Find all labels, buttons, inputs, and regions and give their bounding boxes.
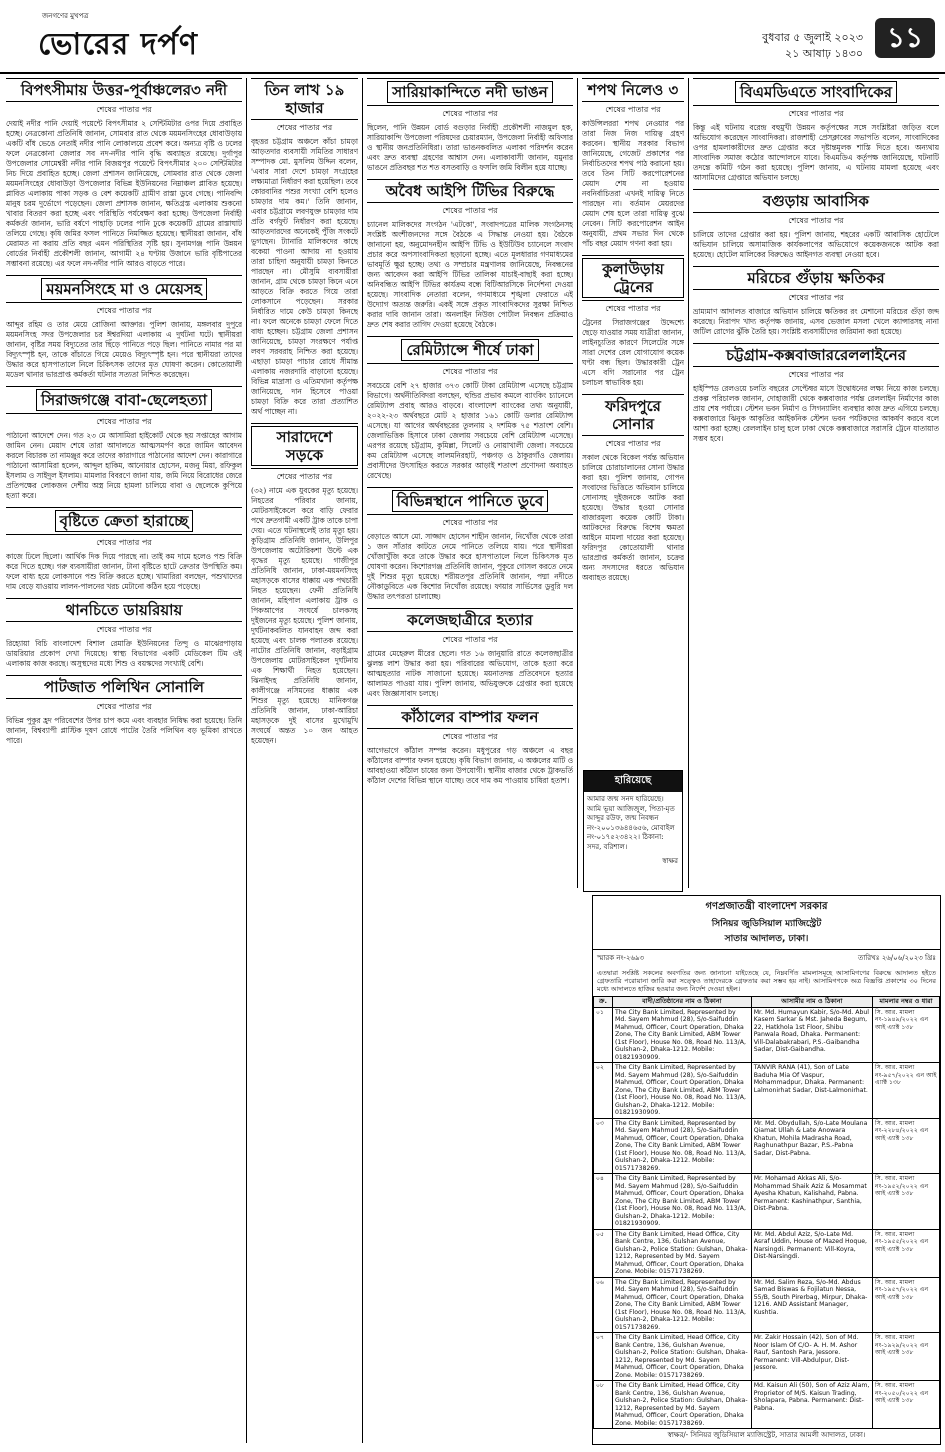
notice-office: সিনিয়র জুডিসিয়াল ম্যাজিস্ট্রেট (711, 919, 822, 929)
table-cell: ০৮ (594, 1381, 613, 1429)
article-body: সকাল থেকে বিকেল পর্যন্ত অভিযান চালিয়ে চোরাচালানের সোনা উদ্ধার করা হয়। পুলিশ জানায়, গোপন সংবাদের ভিত্তিতে অভিযান চালিয়ে সোনাসহ দুইজনকে আটক করা হয়েছে। উদ্ধার হওয়া সোনার বাজারমূল্য কয়েক কোটি টাকা। আটকদের বিরুদ্ধে বিশেষ ক্ষমতা আইনে মামলা দায়ের করা হয়েছে। ফরিদপুর কোতোয়ালী থানার ভারপ্রাপ্ত কর্মকর্তা জানান, চক্রের অন্য সদস্যদের ধরতে অভিযান অব্যাহত রয়েছে। (582, 453, 684, 582)
article-headline (582, 255, 684, 301)
article-body: কাউন্সিলররা শপথ নেওয়ার পর তারা নিজ নিজ দায়িত্ব গ্রহণ করবেন। স্থানীয় সরকার বিভাগ জানিয়েছে, গেজেট প্রকাশের পর নির্বাচিতদের শপথ পাঠ করানো হয়। তবে তিন সিটি করপোরেশনের মেয়াদ শেষ না হওয়ায় নবনির্বাচিতরা এখনই দায়িত্ব নিতে পারছেন না। বর্তমান মেয়রদের মেয়াদ শেষ হলে তারা দায়িত্ব বুঝে নেবেন। সিটি করপোরেশন আইন অনুযায়ী, প্রথম সভার দিন থেকে পাঁচ বছর মেয়াদ গণনা করা হয়। (582, 119, 684, 248)
table-cell: Mr. Zakir Hossain (42), Son of Md. Noor Islam Of C/O- A. H. M. Ashor Rauf, Santosh Para, Jessore. Permanent: Vill-Abdulpur, Dist-Jessore. (751, 1333, 872, 1381)
table-cell: ০৫ (594, 1229, 613, 1277)
article (693, 266, 939, 337)
table-cell: ০১ (594, 1007, 613, 1063)
article (6, 598, 242, 669)
article-headline (6, 275, 242, 303)
date-bangla: ২১ আষাঢ় ১৪৩০ (785, 47, 863, 60)
headline-text: ময়মনসিংহে মা ও মেয়েসহ (41, 278, 206, 300)
article (367, 608, 573, 699)
article (693, 189, 939, 260)
table-cell: সি. আর. মামলা নং-১৯৫৭/২০২২ এন আই এ্যাক্ট ১৩৮ (873, 1277, 940, 1333)
article (582, 78, 684, 249)
article (367, 487, 573, 602)
table-cell: The City Bank Limited, Represented by Md. Sayem Mahmud (28), S/o-Saifuddin Mahmud, Officer, Court Operation, Dhaka Zone, The City Bank Limited, ABM Tower (1st Floor), House No. 08, Road No. 113/A, Gulshan-2, Dhaka-1212. Mobile: 01821930909. (613, 1063, 752, 1119)
article (582, 394, 684, 583)
court-notice (592, 895, 941, 1445)
article (251, 78, 358, 417)
table-cell: The City Bank Limited, Represented by Md. Sayem Mahmud (28), S/o-Saifuddin Mahmud, Officer, Court Operation, Dhaka Zone, The City Bank Limited, ABM Tower (1st Floor), House No. 08, Road No. 113/A, Gulshan-2, Dhaka-1212. Mobile: 01571738269. (613, 1277, 752, 1333)
article (6, 507, 242, 592)
continued-label: শেষের পাতার পর (442, 635, 498, 644)
column-1 (6, 78, 242, 1446)
notice-court: সাতার আদালত, ঢাকা। (724, 934, 809, 944)
article-headline (367, 705, 573, 729)
notice-footer: স্বাক্ষর/- সিনিয়র জুডিসিয়াল ম্যাজিস্ট্রেট, সাতার আমলী আদালত, ঢাকা। (667, 1431, 866, 1439)
notice-ref: স্মারক নং-২৬৯৩ (597, 954, 645, 962)
article-body: পাঠানো আদেশে দেন। গত ২৩ মে আসামিরা হাইকোর্ট থেকে ছয় সপ্তাহের আগাম জামিন নেন। মেয়াদ শেষে তারা আদালতে আত্মসমর্পণ করে জামিন আবেদন করলে বিচারক তা নামঞ্জুর করে তাদের কারাগারে পাঠানোর আদেশ দেন। কারাগারে পাঠানো আসামিরা হলেন, আব্দুল হাকিম, আনোয়ার হোসেন, মজনু মিয়া, রফিকুল ইসলাম ও সাইদুল ইসলাম। মামলার বিবরণে জানা যায়, জমি নিয়ে বিরোধের জেরে প্রতিপক্ষের লোকজন দেশীয় অস্ত্র নিয়ে হামলা চালিয়ে বাবা ও ছেলেকে কুপিয়ে হত্যা করে। (6, 431, 242, 500)
article (693, 343, 939, 444)
article-body: সবচেয়ে বেশি ২৭ হাজার ৩৭৩ কোটি টাকা রেমিট্যান্স এসেছে চট্টগ্রাম বিভাগে। অর্থনীতিবিদরা বলছেন, হুন্ডির প্রভাব কমলে ব্যাংকিং চ্যানেলে রেমিট্যান্স প্রবাহ আরও বাড়বে। বাংলাদেশ ব্যাংকের তথ্য অনুযায়ী, ২০২২-২৩ অর্থবছরে মোট ২ হাজার ১৬১ কোটি ডলার রেমিট্যান্স এসেছে। যা আগের অর্থবছরের তুলনায় ২ দশমিক ৭৫ শতাংশ বেশি। জেলাভিত্তিক হিসাবে ঢাকা জেলায় সবচেয়ে বেশি রেমিট্যান্স এসেছে। এরপর রয়েছে চট্টগ্রাম, কুমিল্লা, সিলেট ও নোয়াখালী জেলা। সবচেয়ে কম রেমিট্যান্স এসেছে লালমনিরহাট, পঞ্চগড় ও ঠাকুরগাঁও জেলায়। প্রবাসীদের উৎসাহিত করতে সরকার আড়াই শতাংশ প্রণোদনা অব্যাহত রেখেছে। (367, 381, 573, 480)
continued-label: শেষের পাতার পর (96, 417, 152, 426)
article-headline (367, 179, 573, 203)
article-headline (693, 189, 939, 213)
article-body: আগেভাগে কাঁঠাল সম্পন্ন করেন। মধুপুরের গড় অঞ্চলে এ বছর কাঁঠালের বাম্পার ফলন হয়েছে। কৃষি বিভাগ জানায়, এ অঞ্চলের মাটি ও আবহাওয়া কাঁঠাল চাষের জন্য উপযোগী। স্থানীয় বাজার থেকে ট্রাকভর্তি কাঁঠাল দেশের বিভিন্ন স্থানে যাচ্ছে। তবে দাম কম পাওয়ায় চাষিরা হতাশ। (367, 746, 573, 785)
notice-intro: এতদ্বারা সংশ্লিষ্ট সকলের অবগতির জন্য জানানো যাইতেছে যে, নিম্নবর্ণিত মামলাসমূহে আসামিগণের বিরুদ্ধে আদালত হইতে গ্রেফতারি পরোয়ানা জারি করা সত্ত্বেও তাহাদেরকে গ্রেফতার করা সম্ভব হয় নাই। আসামিগণকে অত্র বিজ্ঞপ্তি প্রকাশের ৩০ দিনের মধ্যে আদালতে হাজির হওয়ার জন্য নির্দেশ দেওয়া হইল। (597, 969, 936, 993)
continued-label: শেষের পাতার পর (96, 625, 152, 634)
notice-date: তারিখঃ ২৬/০৬/২০২৩ খ্রিঃ (858, 954, 936, 962)
notice-column-header: মামলার নম্বর ও ধারা (873, 997, 940, 1008)
article-headline (367, 487, 573, 515)
column-rule (688, 78, 689, 888)
continued-label: শেষের পাতার পর (96, 538, 152, 547)
column-rule (577, 78, 578, 888)
continued-label: শেষের পাতার পর (442, 109, 498, 118)
article-headline (6, 675, 242, 699)
continued-label: শেষের পাতার পর (96, 702, 152, 711)
headline-text: রেমিট্যান্সে শীর্ষে ঢাকা (401, 339, 538, 361)
table-row (594, 1063, 940, 1119)
lost-notice-title: হারিয়েছে (584, 771, 682, 792)
article-headline (693, 266, 939, 290)
headline-text: কুলাউড়ায় ট্রেনের (582, 258, 684, 298)
table-cell: Md. Kaisun Ali (50), Son of Aziz Alam, Proprietor of M/S. Kaisun Trading, Sholapara, Pabna. Permanent: Dist-Pabna. (751, 1381, 872, 1429)
headline-text: কলেজছাত্রীরে হত্যার (407, 611, 533, 629)
table-cell: সি. আর. মামলা নং-১৯২৯/২০২২ এন আই এ্যাক্ট ১৩৮ (873, 1333, 940, 1381)
table-cell: ০৬ (594, 1277, 613, 1333)
continued-label: শেষের পাতার পর (605, 439, 661, 448)
article-body: ভ্রাম্যমাণ আদালত বাজারে অভিযান চালিয়ে ক্ষতিকর রং মেশানো মরিচের গুঁড়া জব্দ করেছে। নিরাপদ খাদ্য কর্তৃপক্ষ জানায়, এসব ভেজাল মসলা খেলে ক্যান্সারসহ নানা জটিল রোগের ঝুঁকি তৈরি হয়। সংশ্লিষ্ট ব্যবসায়ীদের জরিমানা করা হয়েছে। (693, 307, 939, 336)
notice-column-header: ক্র. (594, 997, 613, 1008)
continued-label: শেষের পাতার পর (605, 105, 661, 114)
table-cell: Mr. Mohamad Akkas Ali, S/o-Mohammad Shaik Aziz & Mosammat Ayesha Khatun, Kalishahd, Pabna. Permanent: Kashinathpur, Santhia, Dist-Pabna. (751, 1174, 872, 1230)
article-body: হাইস্পিড রেলওয়ে চলতি বছরের সেপ্টেম্বর মাসে উদ্বোধনের লক্ষ্য নিয়ে কাজ চলছে। প্রকল্প পরিচালক জানান, দোহাজারী থেকে কক্সবাজার পর্যন্ত রেললাইন নির্মাণের কাজ প্রায় শেষ পর্যায়ে। স্টেশন ভবন নির্মাণ ও সিগন্যালিং ব্যবস্থার কাজ দ্রুত এগিয়ে চলছে। কক্সবাজারে ঝিনুক আকৃতির আইকনিক স্টেশন ভবন পর্যটকদের আকর্ষণ করবে বলে আশা করা হচ্ছে। রেললাইন চালু হলে ঢাকা থেকে কক্সবাজারে সরাসরি ট্রেনে যাতায়াত সম্ভব হবে। (693, 384, 939, 443)
page-header (0, 0, 945, 74)
article-body: গ্রামের মেহেরুল মীরের ছেলে। গত ১৬ জানুয়ারি রাতে কলেজছাত্রীর ঝুলন্ত লাশ উদ্ধার করা হয়। পরিবারের অভিযোগ, তাকে হত্যা করে আত্মহত্যার নাটক সাজানো হয়েছে। ময়নাতদন্ত প্রতিবেদনে হত্যার আলামত পাওয়া যায়। পুলিশ জানায়, অভিযুক্তকে গ্রেপ্তার করা হয়েছে এবং জিজ্ঞাসাবাদ চলছে। (367, 649, 573, 698)
table-cell: সি. আর. মামলা নং-১৯৫৫/২০২২ এন আই এ্যাক্ট ১৩৮ (873, 1229, 940, 1277)
table-row (594, 1174, 940, 1230)
article-body: (৩২) নামে এক যুবকের মৃত্যু হয়েছে। নিহতের পরিবার জানায়, মোটরসাইকেলে করে বাড়ি ফেরার পথে দ্রুতগামী একটি ট্রাক তাকে চাপা দেয়। এতে ঘটনাস্থলেই তার মৃত্যু হয়। কুড়িগ্রাম প্রতিনিধি জানান, উলিপুর উপজেলায় অটোরিকশা উল্টে এক বৃদ্ধের মৃত্যু হয়েছে। গাজীপুর প্রতিনিধি জানান, ঢাকা-ময়মনসিংহ মহাসড়কে বাসের ধাক্কায় এক পথচারী নিহত হয়েছেন। ফেনী প্রতিনিধি জানান, মহিপাল এলাকায় ট্রাক ও পিকআপের সংঘর্ষে চালকসহ দুইজনের মৃত্যু হয়েছে। পুলিশ জানায়, দুর্ঘটনাকবলিত যানবাহন জব্দ করা হয়েছে এবং চালক পলাতক রয়েছে। নাটোর প্রতিনিধি জানান, বড়াইগ্রাম উপজেলায় মোটরসাইকেল দুর্ঘটনায় এক শিক্ষার্থী নিহত হয়েছেন। ঝিনাইদহ প্রতিনিধি জানান, কালীগঞ্জে নসিমনের ধাক্কায় এক শিশুর মৃত্যু হয়েছে। মানিকগঞ্জ প্রতিনিধি জানান, ঢাকা-আরিচা মহাসড়কে দুই বাসের মুখোমুখি সংঘর্ষে অন্তত ১০ জন আহত হয়েছেন। (251, 486, 358, 745)
notice-table-body (594, 1007, 940, 1429)
table-row (594, 1277, 940, 1333)
article (367, 336, 573, 481)
table-cell: The City Bank Limited, Represented by Md. Sayem Mahmud (28), S/o-Saifuddin Mahmud, Officer, Court Operation, Dhaka Zone, The City Bank Limited, ABM Tower (1st Floor), House No. 08, Road No. 113/A, Gulshan-2, Dhaka-1212. Mobile: 01821930909. (613, 1174, 752, 1230)
headline-text: বিভিন্নস্থানে পানিতে ডুবে (392, 490, 549, 512)
article-headline (6, 507, 242, 535)
lost-notice-signature: স্বাক্ষর (662, 857, 678, 865)
continued-label: শেষের পাতার পর (788, 109, 844, 118)
table-cell: TANVIR RANA (41), Son of Late Baduha Mia Of Vaspur, Mohammadpur, Dhaka. Permanent: Lalmonirhat Sadar, Dist-Lalmonirhat. (751, 1063, 872, 1119)
notice-header (593, 896, 940, 950)
issue-dates (762, 30, 863, 62)
table-cell: সি. আর. মামলা নং-৯৫৭/২০২২ এন আই এ্যাক্ট ১৩৮ (873, 1063, 940, 1119)
article-body: ট্রেনের সিরাজগঞ্জের উদ্দেশ্যে ছেড়ে যাওয়ার সময় যাত্রীরা জানান, লাইনচ্যুতির কারণে সিলেটের সঙ্গে সারা দেশের রেল যোগাযোগ কয়েক ঘণ্টা বন্ধ ছিল। উদ্ধারকারী ট্রেন এসে বগি সরানোর পর ট্রেন চলাচল স্বাভাবিক হয়। (582, 318, 684, 387)
notice-column-header: বাদী/প্রতিষ্ঠানের নাম ও ঠিকানা (613, 997, 752, 1008)
article-body: ছিলেন, পানি উন্নয়ন বোর্ড বগুড়ার নির্বাহী প্রকৌশলী নাজমুল হক, সারিয়াকান্দি উপজেলা পরিষদের চেয়ারম্যান, উপজেলা নির্বাহী অফিসার ও স্থানীয় জনপ্রতিনিধিরা। তারা ভাঙনকবলিত এলাকা পরিদর্শন করেন এবং দ্রুত ব্যবস্থা গ্রহণের আশ্বাস দেন। এলাকাবাসী জানান, যমুনার ভাঙনে প্রতিবছর শত শত বসতবাড়ি ও ফসলি জমি বিলীন হয়ে যাচ্ছে। (367, 123, 573, 172)
logo-tagline: জনগণের মুখপত্র (42, 12, 89, 20)
column-5 (693, 78, 939, 886)
continued-label: শেষের পাতার পর (605, 304, 661, 313)
headline-text: সিরাজগঞ্জে বাবা-ছেলেহত্যা (36, 389, 212, 411)
headline-text: বিএমডিএতে সাংবাদিকের (735, 81, 897, 103)
article-headline (6, 78, 242, 102)
notice-government: গণপ্রজাতন্ত্রী বাংলাদেশ সরকার (705, 901, 828, 912)
column-4 (582, 78, 684, 766)
continued-label: শেষের পাতার পর (442, 518, 498, 527)
headline-text: শপথ নিলেও ৩ (587, 81, 679, 99)
column-3 (367, 78, 573, 1446)
headline-text: সারাদেশে সড়কে (251, 426, 358, 466)
article (6, 386, 242, 501)
table-cell: সি. আর. মামলা নং-২২৮৪/২০২২ এন আই এ্যাক্ট ১৩৮ (873, 1118, 940, 1174)
continued-label: শেষের পাতার পর (96, 105, 152, 114)
article-body: বিভিন্ন পুকুর হ্রদ পরিবেশের উপর চাপ কমে এবং ব্যবহার নিষিদ্ধ করা হয়েছে। তিনি জানান, বিশ্বব্যাপী প্লাস্টিক দূষণ রোধে পাটের তৈরি পলিথিন বড় ভূমিকা রাখতে পারে। (6, 716, 242, 745)
table-cell: ০৩ (594, 1118, 613, 1174)
continued-label: শেষের পাতার পর (788, 216, 844, 225)
notice-column-header: আসামীর নাম ও ঠিকানা (751, 997, 872, 1008)
headline-text: মরিচের গুঁড়ায় ক্ষতিকর (747, 269, 885, 287)
table-row (594, 1333, 940, 1381)
article-headline (582, 78, 684, 102)
column-2 (251, 78, 358, 1446)
headline-text: পাটজাত পলিথিন সোনালি (44, 678, 204, 696)
date-gregorian: বুধবার ৫ জুলাই ২০২৩ (762, 31, 863, 44)
article-body: বৃহত্তর চট্টগ্রাম অঞ্চলে কাঁচা চামড়া আড়তদার ব্যবসায়ী সমিতির সাধারণ সম্পাদক মো. মুসলিম উদ্দিন বলেন, 'এবার সারা দেশে চামড়া সংগ্রহের লক্ষ্যমাত্রা নির্ধারণ করা হয়েছিল। তবে কোরবানির পশুর সংখ্যা বেশি হলেও চামড়ার দাম কম।' তিনি জানান, এবার চট্টগ্রামে লবণযুক্ত চামড়ার দাম প্রতি বর্গফুট নির্ধারণ করা হয়েছে। আড়তদারদের অনেকেই পুঁজি সংকটে ভুগছেন। ট্যানারি মালিকদের কাছে বকেয়া পাওনা আদায় না হওয়ায় তারা চাহিদা অনুযায়ী চামড়া কিনতে পারছেন না। মৌসুমি ব্যবসায়ীরা জানান, গ্রাম থেকে চামড়া কিনে এনে আড়তে বিক্রি করতে গিয়ে তারা লোকসানে পড়েছেন। সরকার নির্ধারিত দামে কেউ চামড়া কিনছে না। ফলে অনেকে চামড়া ফেলে দিতে বাধ্য হচ্ছেন। চট্টগ্রাম জেলা প্রশাসন জানিয়েছে, চামড়া সংরক্ষণে পর্যাপ্ত লবণ সরবরাহ নিশ্চিত করা হয়েছে। এছাড়া চামড়া পাচার রোধে সীমান্ত এলাকায় নজরদারি বাড়ানো হয়েছে। বিভিন্ন মাদ্রাসা ও এতিমখানা কর্তৃপক্ষ জানিয়েছে, দান হিসেবে পাওয়া চামড়া বিক্রি করে তারা প্রত্যাশিত অর্থ পাচ্ছেন না। (251, 137, 358, 416)
headline-text: তিন লাখ ১৯ হাজার (264, 81, 345, 117)
headline-text: সারিয়াকান্দিতে নদী ভাঙন (387, 81, 553, 103)
headline-text: কাঁঠালের বাম্পার ফলন (401, 708, 539, 726)
headline-text: ফরিদপুরে সোনার (605, 397, 661, 433)
table-cell: The City Bank Limited, Head Office, City Bank Centre, 136, Gulshan Avenue, Gulshan-2, Police Station: Gulshan, Dhaka-1212, Represented by Md. Sayem Mahmud, Officer, Court Operation, Dhaka Zone. Mobile: 01571738269. (613, 1229, 752, 1277)
table-cell: সি. আর. মামলা নং-১৯৫২/২০২২ এন আই এ্যাক্ট ১৩৮ (873, 1174, 940, 1230)
article-headline (367, 336, 573, 364)
table-cell: ০২ (594, 1063, 613, 1119)
article-body: কাজে ঢিলে ছিলো। আর্থিক দিক দিয়ে পারছে না। তাই কম দামে হলেও পশু বিক্রি করে দিতে হচ্ছে। গরু ব্যবসায়ীরা জানান, টানা বৃষ্টিতে হাটে ক্রেতার উপস্থিতি কম। ফলে বাধ্য হয়ে লোকসানে পশু বিক্রি করতে হচ্ছে। খামারিরা বলছেন, পশুখাদ্যের দাম বেড়ে যাওয়ায় লালন-পালনের খরচ মেটানো কঠিন হয়ে পড়েছে। (6, 552, 242, 591)
continued-label: শেষের পাতার পর (276, 123, 333, 132)
article-headline (693, 78, 939, 106)
article-headline (6, 598, 242, 622)
article-body: চ্যানেল মালিকদের সংগঠন 'এটকো', সংবাদপত্রের মালিক সংগঠনসহ সংশ্লিষ্ট অংশীজনদের সঙ্গে বৈঠকে এ সিদ্ধান্ত নেওয়া হয়। বৈঠকে জানানো হয়, অনুমোদনহীন আইপি টিভি ও ইউটিউব চ্যানেলে সংবাদ প্রচার করে অপসাংবাদিকতা ছড়ানো হচ্ছে। এতে মূলধারার গণমাধ্যমের ভাবমূর্তি ক্ষুণ্ণ হচ্ছে। তথ্য ও সম্প্রচার মন্ত্রণালয় জানিয়েছে, নিবন্ধনের জন্য আবেদন করা আইপি টিভির তালিকা যাচাই-বাছাই করা হচ্ছে। অনিবন্ধিত আইপি টিভির কার্যক্রম বন্ধে বিটিআরসিকে নির্দেশনা দেওয়া হয়েছে। সাংবাদিক নেতারা বলেন, গণমাধ্যমে শৃঙ্খলা ফেরাতে এই উদ্যোগ অত্যন্ত জরুরি। একই সঙ্গে প্রকৃত সাংবাদিকদের সুরক্ষা নিশ্চিত করার দাবি জানান তারা। অনলাইন নিউজ পোর্টাল নিবন্ধন প্রক্রিয়াও দ্রুত শেষ করার তাগিদ দেওয়া হয়েছে বৈঠকে। (367, 220, 573, 329)
article (6, 675, 242, 746)
article-body: দেয়াই নদীর পানি দেয়াই পয়েন্টে বিপৎসীমার ২ সেন্টিমিটার ওপর দিয়ে প্রবাহিত হচ্ছে। নেত্রকোনা প্রতিনিধি জানান, সোমবার রাত থেকে ময়মনসিংহের ধোবাউড়ায় একটি বাঁধ ভেঙে নেতাই নদীর পানি লোকালয়ে প্রবেশ করে। অন্যত্র বৃষ্টি ও ঢলের ফলে নেত্রকোনা জেলার সব নদ-নদীর পানি বৃদ্ধি অব্যাহত রয়েছে। দুর্গাপুর উপজেলার সোমেশ্বরী নদীর পানি বিজয়পুর পয়েন্টে বিপৎসীমার ২০০ সেন্টিমিটার নিচ দিয়ে প্রবাহিত হচ্ছে। জেলা প্রশাসন জানিয়েছে, সোমবার রাত থেকে জেলা ময়মনসিংহের ধোবাউড়া উপজেলার বিভিন্ন ইউনিয়নের নিম্নাঞ্চল প্লাবিত হয়েছে। প্লাবিত এলাকায় পাকা সড়ক ও বেশ কয়েকটি গ্রামীণ রাস্তা ডুবে গেছে। পানিবন্দি মানুষ চরম দুর্ভোগে পড়েছেন। জেলা প্রশাসক জানান, ক্ষতিগ্রস্ত এলাকায় শুকনো খাবার বিতরণ করা হচ্ছে এবং পরিস্থিতি পর্যবেক্ষণ করা হচ্ছে। উপজেলা নির্বাহী কর্মকর্তা জানান, ভারি বর্ষণে পাহাড়ি ঢলের পানি ঢুকে কয়েকটি গ্রামের রাস্তাঘাট তলিয়ে গেছে। কৃষি জমির ফসল পানিতে নিমজ্জিত হয়েছে। স্থানীয়রা জানান, বাঁধ মেরামত না করায় প্রতি বছর এমন পরিস্থিতির সৃষ্টি হয়। সুনামগঞ্জ পানি উন্নয়ন বোর্ডের নির্বাহী প্রকৌশলী জানান, আগামী ২৪ ঘণ্টায় উজানে ভারি বৃষ্টিপাতের সম্ভাবনা রয়েছে। এর ফলে নদ-নদীর পানি আরও বাড়তে পারে। (6, 119, 242, 268)
table-cell: ০৪ (594, 1174, 613, 1230)
article (367, 705, 573, 786)
article-headline (6, 386, 242, 414)
table-cell: সি. আর. মামলা নং-২০৫০/২০২২ এন আই এ্যাক্ট ১৩৮ (873, 1381, 940, 1429)
table-cell: Mr. Md. Salim Reza, S/o-Md. Abdus Samad Biswas & Fojilatun Nessa, 55/B, South Pirerbag, Mirpur, Dhaka-1216. AND Assistant Manager, Kushtia. (751, 1277, 872, 1333)
table-cell: Mr. Md. Abdul Aziz, S/o-Late Md. Asraf Uddin, House of Mazed Hoque, Narsingdi. Permanent: Vill-Koyra, Dist-Narsingdi. (751, 1229, 872, 1277)
newspaper-logo: ভোরের দর্পণ (38, 27, 198, 62)
article-headline (693, 343, 939, 367)
lost-notice-ad (583, 770, 683, 892)
lost-notice-text: আমার জন্ম সনদ হারিয়েছে। আমি ভূয়া আজিজুল, পিতা-মৃত আব্দুর রউফ, জন্ম নিবন্ধন নং-২০০১৩৬৪৪৬৫৬, মোবাইল নং-০১৭৫২৩৪২২। ঠিকানা: সদর, বরিশাল। (587, 795, 675, 851)
headline-text: থানচিতে ডায়রিয়ায় (65, 601, 183, 619)
article-headline (251, 423, 358, 469)
continued-label: শেষের পাতার পর (442, 732, 498, 741)
article-body: চালিয়ে তাদের গ্রেপ্তার করা হয়। পুলিশ জানায়, শহরের একটি আবাসিক হোটেলে অভিযান চালিয়ে অসামাজিক কার্যকলাপের অভিযোগে কয়েকজনকে আটক করা হয়েছে। হোটেল মালিকের বিরুদ্ধেও আইনগত ব্যবস্থা নেওয়া হবে। (693, 230, 939, 259)
table-cell: The City Bank Limited, Represented by Md. Sayem Mahmud (28), S/o-Saifuddin Mahmud, Officer, Court Operation, Dhaka Zone, The City Bank Limited, ABM Tower (1st Floor), House No. 08, Road No. 113/A, Gulshan-2, Dhaka-1212. Mobile: 01571738269. (613, 1118, 752, 1174)
article-headline (367, 78, 573, 106)
article (367, 179, 573, 330)
continued-label: শেষের পাতার পর (788, 370, 844, 379)
headline-text: অবৈধ আইপি টিভির বিরুদ্ধে (385, 182, 555, 200)
notice-table (593, 996, 940, 1429)
table-cell: Mr. Md. Humayun Kabir, S/o-Md. Abul Kasem Sarkar & Mst. Jaheda Begum, 22, Hatkhola 1st Floor, Shibu Panwala Road, Dhaka. Permanent: Vill-Dalabakrabari, P.S.-Gaibandha Sadar, Dist-Gaibandha. (751, 1007, 872, 1063)
article (693, 78, 939, 183)
article-headline (582, 394, 684, 436)
table-row (594, 1118, 940, 1174)
column-rule (362, 78, 363, 1443)
continued-label: শেষের পাতার পর (442, 206, 498, 215)
table-cell: Mr. Md. Obydullah, S/o-Late Moulana Qiamat Ullah & Late Anowara Khatun, Mohila Madrasha Road, Raghunathpur Bazar, P.S.-Pabna Sadar, Dist-Pabna. (751, 1118, 872, 1174)
table-cell: ০৭ (594, 1333, 613, 1381)
article-headline (367, 608, 573, 632)
page-number: ১১ (875, 18, 935, 58)
headline-text: বৃষ্টিতে ক্রেতা হারাচ্ছে (55, 510, 194, 532)
headline-text: বগুড়ায় আবাসিক (763, 192, 869, 210)
column-rule (246, 78, 247, 1443)
table-cell: সি. আর. মামলা নং-১৯৪৯/২০২২ এন আই এ্যাক্ট ১৩৮ (873, 1007, 940, 1063)
article (582, 255, 684, 388)
notice-ref-row (593, 950, 940, 966)
table-cell: The City Bank Limited, Head Office, City Bank Centre, 136, Gulshan Avenue, Gulshan-2, Police Station: Gulshan, Dhaka-1212, Represented by Md. Sayem Mahmud, Officer, Court Operation, Dhaka Zone. Mobile: 01571738269. (613, 1333, 752, 1381)
table-cell: The City Bank Limited, Represented by Md. Sayem Mahmud (28), S/o-Saifuddin Mahmud, Officer, Court Operation, Dhaka Zone, The City Bank Limited, ABM Tower (1st Floor), House No. 08, Road No. 113/A, Gulshan-2, Dhaka-1212. Mobile: 01821930909. (613, 1007, 752, 1063)
table-row (594, 1007, 940, 1063)
table-row (594, 1381, 940, 1429)
article (367, 78, 573, 173)
article (6, 275, 242, 380)
headline-text: বিপৎসীমায় উত্তর-পূর্বাঞ্চলের৩ নদী (20, 81, 228, 99)
headline-text: চট্টগ্রাম-কক্সবাজাররেললাইনের (726, 346, 906, 364)
article-body: কিন্তু এই ঘটনায় বরেন্দ্র বহুমুখী উন্নয়ন কর্তৃপক্ষের সঙ্গে সংশ্লিষ্টরা জড়িত বলে অভিযোগ করেছেন সাংবাদিকরা। রাজশাহী প্রেসক্লাবের সভাপতি বলেন, সাংবাদিকের ওপর হামলাকারীদের দ্রুত গ্রেপ্তার করে দৃষ্টান্তমূলক শাস্তি দিতে হবে। অন্যথায় সাংবাদিক সমাজ কঠোর আন্দোলনে যাবে। বিএমডিএ কর্তৃপক্ষ জানিয়েছে, ঘটনাটি তদন্তে কমিটি গঠন করা হয়েছে। পুলিশ জানায়, এ ঘটনায় মামলা হয়েছে এবং আসামিদের গ্রেপ্তারে অভিযান চলছে। (693, 123, 939, 182)
continued-label: শেষের পাতার পর (442, 367, 498, 376)
article-body: বেড়াতে আসে মো. সাজ্জাদ হোসেন শাহীন জানান, নিখোঁজ থেকে তারা ১ জন সাঁতার কাটতে নেমে পানিতে তলিয়ে যায়। পরে স্থানীয়রা খোঁজাখুঁজি করে তাকে উদ্ধার করে হাসপাতালে নিলে চিকিৎসক মৃত ঘোষণা করেন। কিশোরগঞ্জ প্রতিনিধি জানান, পুকুরে গোসল করতে নেমে দুই শিশুর মৃত্যু হয়েছে। শরীয়তপুর প্রতিনিধি জানান, পদ্মা নদীতে নৌকাডুবিতে এক কিশোর নিখোঁজ রয়েছে। ফায়ার সার্ভিসের ডুবুরি দল উদ্ধার তৎপরতা চালাচ্ছে। (367, 532, 573, 601)
article (251, 423, 358, 746)
article-body: আব্দুর রহিম ও তার মেয়ে রোজিনা আক্তার। পুলিশ জানায়, মঙ্গলবার দুপুরে ময়মনসিংহ সদর উপজেলার চর ঈশ্বরদিয়া এলাকায় এ দুর্ঘটনা ঘটে। স্থানীয়রা জানান, বৃষ্টির সময় বিদ্যুতের তার ছিঁড়ে পানিতে পড়ে ছিল। পানিতে নামার পর মা বিদ্যুৎস্পৃষ্ট হন, তাকে বাঁচাতে গিয়ে মেয়েও বিদ্যুৎস্পৃষ্ট হন। পরে স্থানীয়রা তাদের উদ্ধার করে হাসপাতালে নিলে চিকিৎসক তাদের মৃত ঘোষণা করেন। কোতোয়ালী মডেল থানার ভারপ্রাপ্ত কর্মকর্তা ঘটনার সত্যতা নিশ্চিত করেছেন। (6, 320, 242, 379)
article-headline (251, 78, 358, 120)
continued-label: শেষের পাতার পর (276, 472, 333, 481)
article-body: রিহ্যোয়া বিচি বাংলাদেশ বিশাল রেমাক্রি ইউনিয়নের তিন্দু ও মাঝেরপাড়ায় ডায়রিয়ার প্রকোপ দেখা দিয়েছে। স্বাস্থ্য বিভাগের একটি মেডিকেল টিম ওই এলাকায় কাজ করছে। অসুস্থদের মধ্যে শিশু ও বয়স্কদের সংখ্যাই বেশি। (6, 639, 242, 668)
table-cell: The City Bank Limited, Head Office, City Bank Centre, 136, Gulshan Avenue, Gulshan-2, Police Station: Gulshan, Dhaka-1212, Represented by Md. Sayem Mahmud, Officer, Court Operation, Dhaka Zone. Mobile: 01571738269. (613, 1381, 752, 1429)
notice-table-header (594, 997, 940, 1008)
article (6, 78, 242, 269)
continued-label: শেষের পাতার পর (788, 293, 844, 302)
table-row (594, 1229, 940, 1277)
continued-label: শেষের পাতার পর (96, 306, 152, 315)
